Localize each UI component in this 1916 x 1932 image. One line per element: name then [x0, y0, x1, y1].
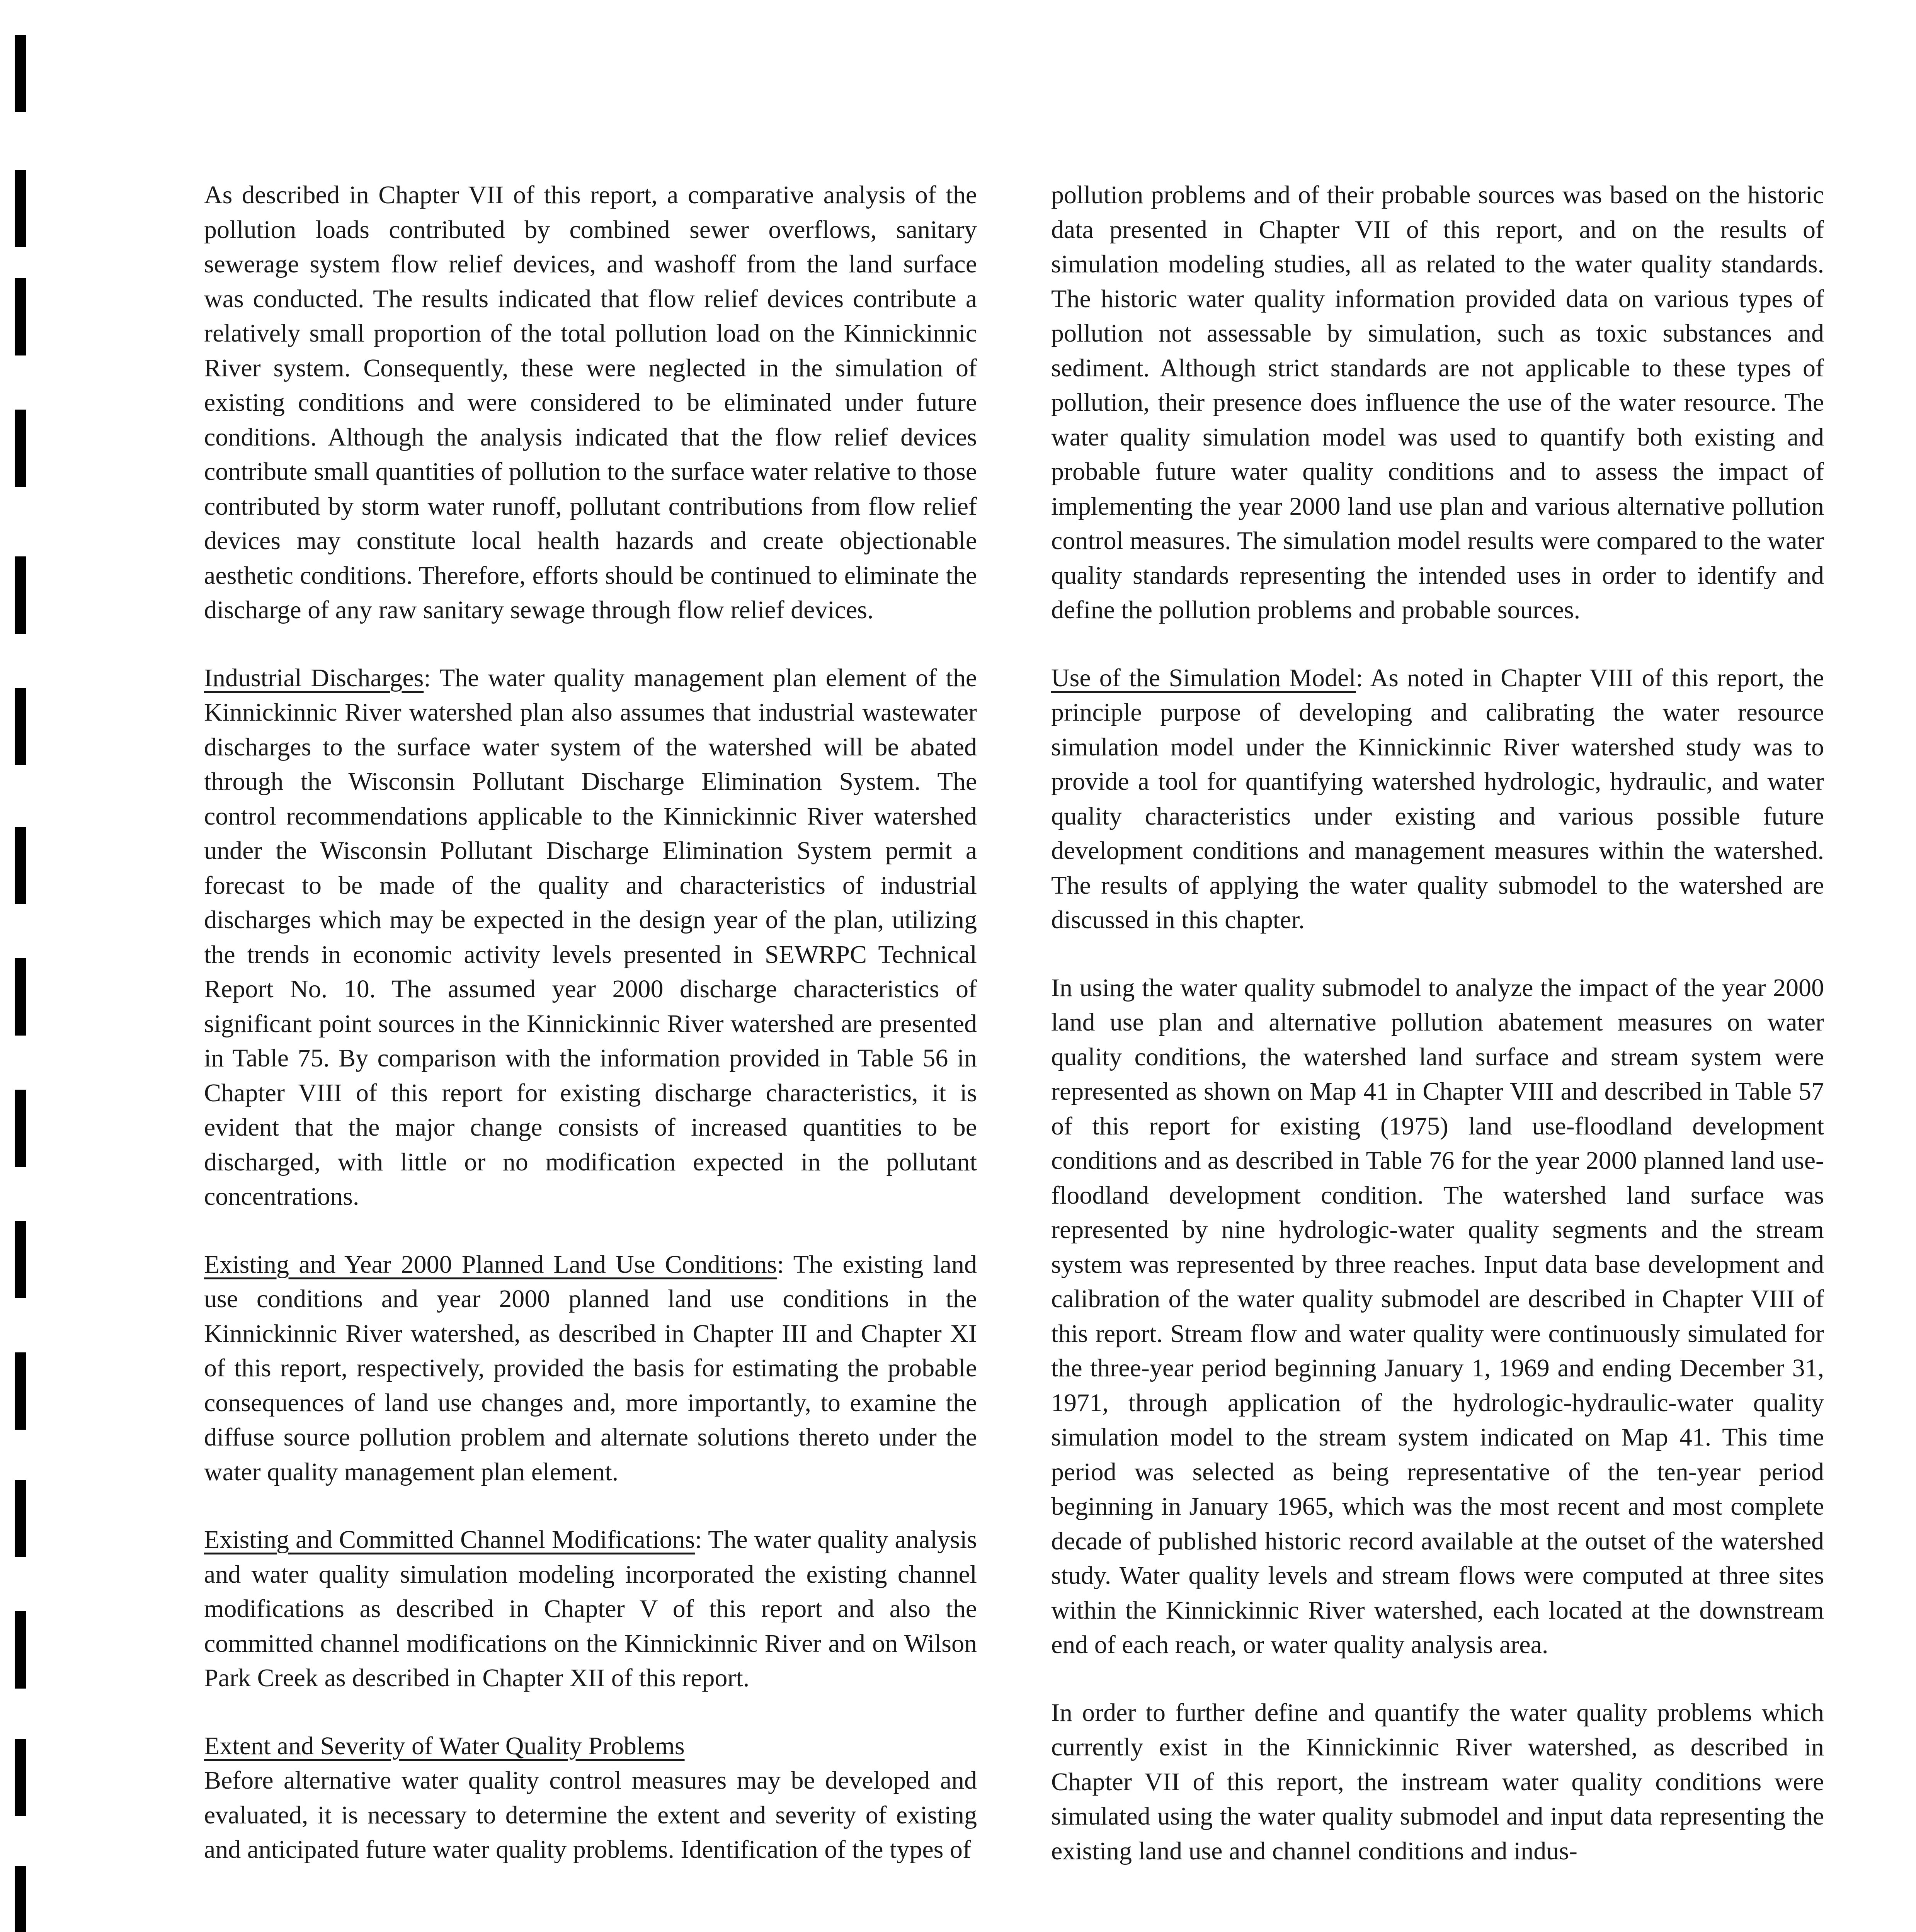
- left-column: [204, 178, 977, 1900]
- industrial-discharges-paragraph: [204, 661, 977, 1214]
- industrial-discharges-text: : The water quality management plan element of the Kinnickinnic River watershed plan also assumes that industrial wastewater discharges to the surface water system of the watershed will be abated through the Wisconsin Pollutant Discharge Elimination System. The control recommendations applicable to the Kinnickinnic River watershed under the Wisconsin Pollutant Discharge Elimination System permit a forecast to be made of the quality and characteristics of industrial discharges which may be expected in the design year of the plan, utilizing the trends in economic activity levels presented in SEWRPC Technical Report No. 10. The assumed year 2000 discharge characteristics of significant point sources in the Kinnickinnic River watershed are presented in Table 75. By comparison with the information provided in Table 56 in Chapter VIII of this report for existing discharge characteristics, it is evident that the major change consists of increased quantities to be discharged, with little or no modification expected in the pollutant concentrations.: [204, 663, 977, 1211]
- scan-edge-mark: [15, 1352, 26, 1430]
- scan-edge-mark: [15, 1221, 26, 1298]
- scan-edge-mark: [15, 1739, 26, 1816]
- right-column: [1051, 178, 1824, 1901]
- extent-severity-heading: Extent and Severity of Water Quality Problems: [204, 1731, 685, 1760]
- channel-modifications-paragraph: [204, 1522, 977, 1696]
- land-use-heading: Existing and Year 2000 Planned Land Use Conditions: [204, 1250, 777, 1279]
- scan-edge-mark: [15, 170, 26, 247]
- scan-edge-mark: [15, 278, 26, 355]
- scan-edge-mark: [15, 410, 26, 487]
- scan-edge-mark: [15, 556, 26, 634]
- simulation-model-text: : As noted in Chapter VIII of this report, the principle purpose of developing and calibrating the water resource simulation model under the Kinnickinnic River watershed study was to provide a tool for quantifying watershed hydrologic, hydraulic, and water quality characteristics under existing and various possible future development conditions and management measures within the watershed. The results of applying the water quality submodel to the watershed are discussed in this chapter.: [1051, 663, 1824, 934]
- scan-edge-mark: [15, 827, 26, 904]
- land-use-text: : The existing land use conditions and year 2000 planned land use conditions in the Kinnickinnic River watershed, as described in Chapter III and Chapter XI of this report, respectively, provided the basis for estimating the probable consequences of land use changes and, more importantly, to examine the diffuse source pollution problem and alternate solutions thereto under the water quality management plan element.: [204, 1250, 977, 1486]
- further-define-paragraph: In order to further define and quantify the water quality problems which currently exist in the Kinnickinnic River watershed, as described in Chapter VII of this report, the instream water quality conditions were simulated using the water quality submodel and input data representing the existing land use and channel conditions and indus-: [1051, 1698, 1824, 1865]
- channel-modifications-heading: Existing and Committed Channel Modifications: [204, 1526, 695, 1554]
- scan-edge-mark: [15, 1611, 26, 1689]
- scan-edge-mark: [15, 35, 26, 112]
- scan-edge-mark: [15, 1480, 26, 1557]
- extent-severity-paragraph: [204, 1729, 977, 1867]
- land-use-paragraph: [204, 1247, 977, 1490]
- continued-paragraph: pollution problems and of their probable sources was based on the historic data presented in Chapter VII of this report, and on the results of simulation modeling studies, all as related to the water quality standards. The historic water quality information provided data on various types of pollution not assessable by simulation, such as toxic substances and sediment. Although strict standards are not applicable to these types of pollution, their presence does influence the use of the water resource. The water quality simulation model was used to quantify both existing and probable future water quality conditions and to assess the impact of implementing the year 2000 land use plan and various alternative pollution control measures. The simulation model results were compared to the water quality standards representing the intended uses in order to identify and define the pollution problems and probable sources.: [1051, 181, 1824, 624]
- scan-edge-mark: [15, 958, 26, 1036]
- simulation-model-paragraph: [1051, 661, 1824, 937]
- intro-paragraph: As described in Chapter VII of this report, a comparative analysis of the pollution loads contributed by combined sewer overflows, sanitary sewerage system flow relief devices, and washoff from the land surface was conducted. The results indicated that flow relief devices contribute a relatively small proportion of the total pollution load on the Kinnickinnic River system. Consequently, these were neglected in the simulation of existing conditions and were considered to be eliminated under future conditions. Although the analysis indicated that the flow relief devices contribute small quantities of pollution to the surface water relative to those contributed by storm water runoff, pollutant contributions from flow relief devices may constitute local health hazards and create objectionable aesthetic conditions. Therefore, efforts should be continued to eliminate the discharge of any raw sanitary sewage through flow relief devices.: [204, 181, 977, 624]
- scan-edge-mark: [15, 688, 26, 765]
- simulation-model-heading: Use of the Simulation Model: [1051, 663, 1356, 692]
- scan-edge-mark: [15, 1090, 26, 1167]
- industrial-discharges-heading: Industrial Discharges: [204, 663, 424, 692]
- extent-severity-text: Before alternative water quality control measures may be developed and evaluated, it is necessary to determine the extent and severity of existing and anticipated future water quality problems. Identification of the types of: [204, 1766, 977, 1864]
- channel-modifications-text: : The water quality analysis and water quality simulation modeling incorporated the existing channel modifications as described in Chapter V of this report and also the committed channel modifications on the Kinnickinnic River and on Wilson Park Creek as described in Chapter XII of this report.: [204, 1526, 977, 1692]
- scan-edge-mark: [15, 1866, 26, 1932]
- submodel-paragraph: In using the water quality submodel to analyze the impact of the year 2000 land use plan and alternative pollution abatement measures on water quality conditions, the watershed land surface and stream system were represented as shown on Map 41 in Chapter VIII and described in Table 57 of this report for existing (1975) land use-floodland development conditions and as described in Table 76 for the year 2000 planned land use-floodland development condition. The watershed land surface was represented by nine hydrologic-water quality segments and the stream system was represented by three reaches. Input data base development and calibration of the water quality submodel are described in Chapter VIII of this report. Stream flow and water quality were continuously simulated for the three-year period beginning January 1, 1969 and ending December 31, 1971, through application of the hydrologic-hydraulic-water quality simulation model to the stream system indicated on Map 41. This time period was selected as being representative of the ten-year period beginning in January 1965, which was the most recent and most complete decade of published historic record available at the outset of the watershed study. Water quality levels and stream flows were computed at three sites within the Kinnickinnic River watershed, each located at the downstream end of each reach, or water quality analysis area.: [1051, 973, 1824, 1659]
